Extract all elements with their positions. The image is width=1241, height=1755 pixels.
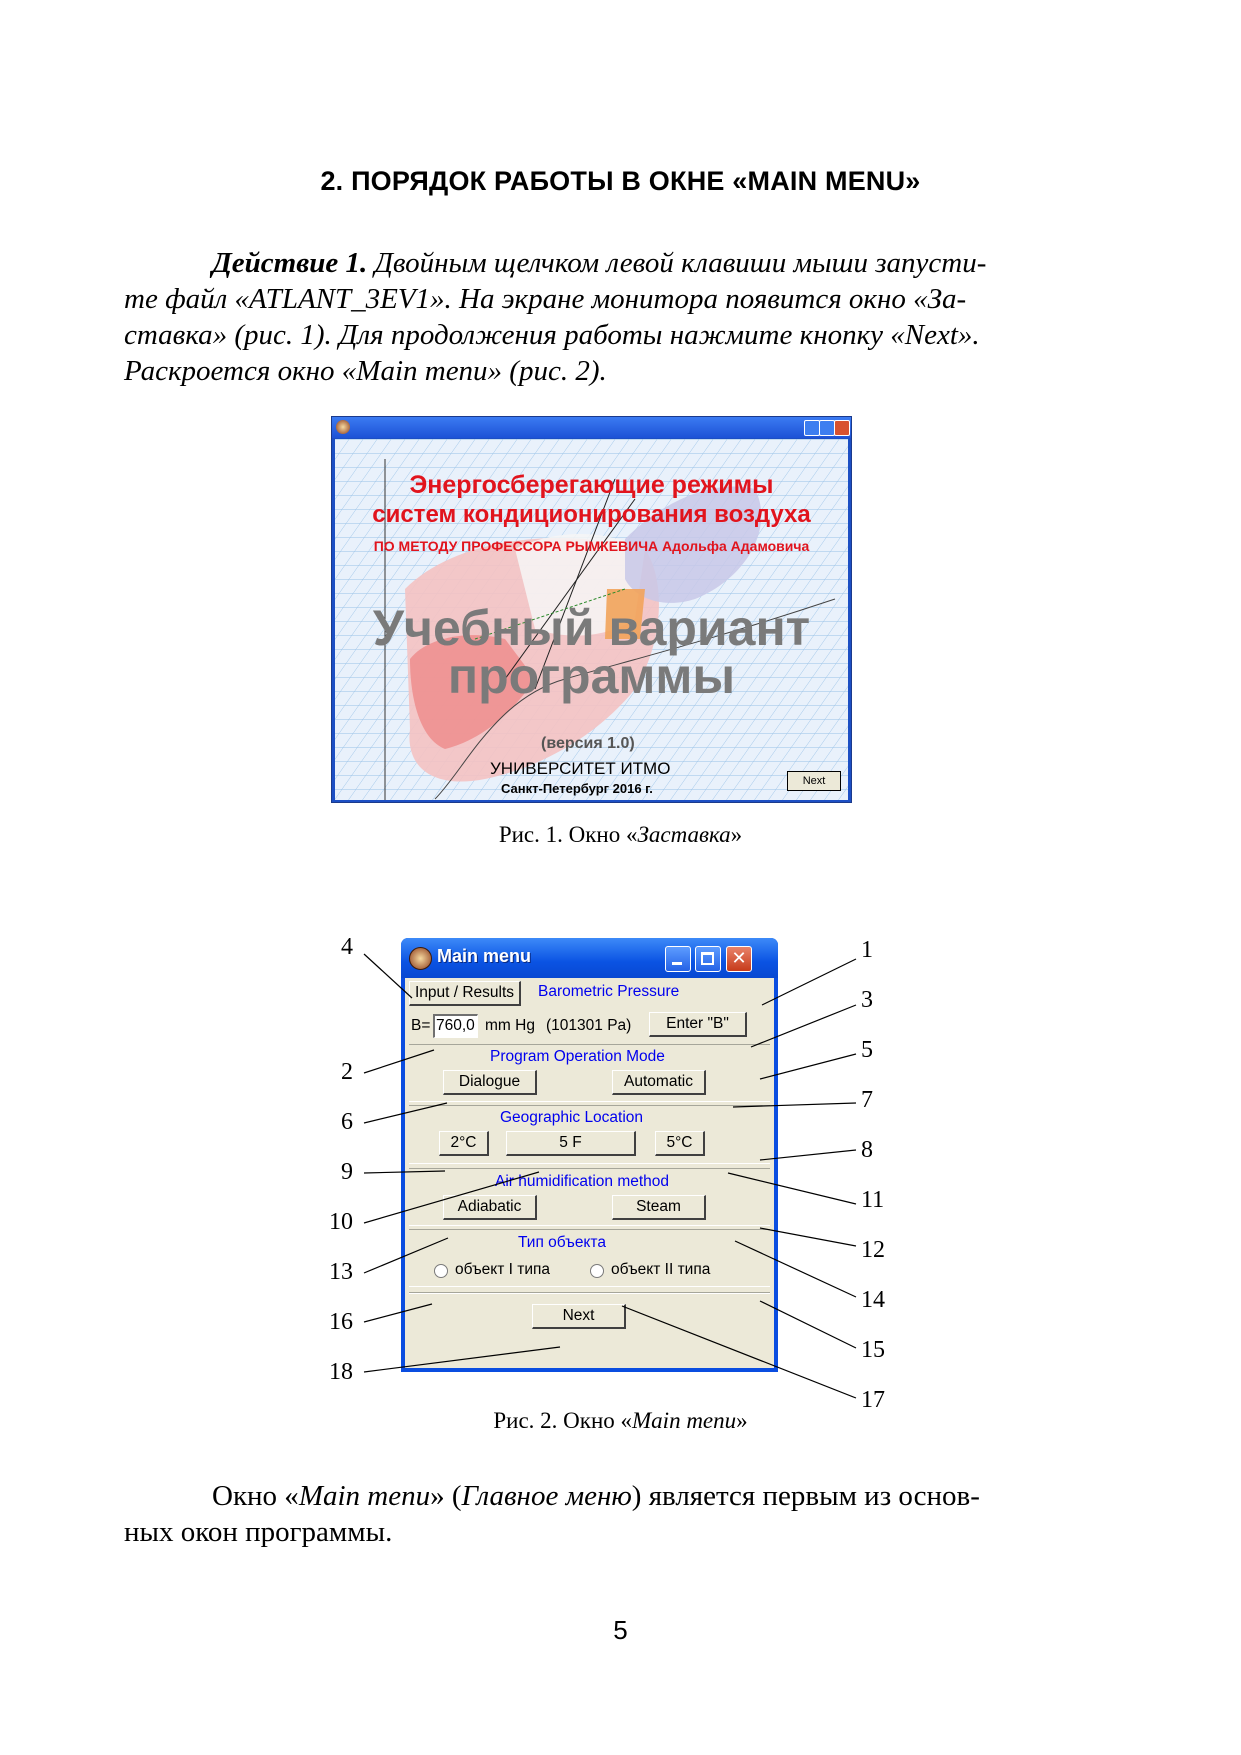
leader-5 <box>760 1054 856 1079</box>
callout-7: 7 <box>861 1087 873 1113</box>
figure2-caption <box>0 1408 1241 1434</box>
window-title: Main menu <box>437 946 532 966</box>
enter-b-button[interactable]: Enter "B" <box>649 1012 747 1037</box>
leader-2 <box>364 1050 434 1073</box>
b-prefix: B= <box>411 1017 431 1034</box>
leader-4 <box>364 954 412 998</box>
leader-9 <box>364 1171 445 1173</box>
leader-18 <box>364 1347 560 1372</box>
leader-14 <box>735 1241 856 1297</box>
callout-6: 6 <box>341 1109 353 1135</box>
callout-18: 18 <box>329 1359 353 1385</box>
automatic-button[interactable]: Automatic <box>612 1070 706 1095</box>
para1-line1: Двойным щелчком левой клавиши мыши запусти- <box>367 247 987 279</box>
splash-university: УНИВЕРСИТЕТ ИТМО <box>490 759 671 778</box>
callout-2: 2 <box>341 1059 353 1085</box>
geographic-location-label: Geographic Location <box>500 1109 644 1126</box>
leader-11 <box>728 1173 856 1204</box>
callout-12: 12 <box>861 1237 885 1263</box>
section-heading: 2. ПОРЯДОК РАБОТЫ В ОКНЕ «MAIN MENU» <box>320 166 921 196</box>
para2-t3: » ( <box>430 1480 462 1512</box>
callout-4: 4 <box>341 934 353 960</box>
splash-city-year: Санкт-Петербург 2016 г. <box>501 781 653 796</box>
leader-15 <box>760 1301 856 1348</box>
close-icon[interactable]: ✕ <box>726 946 752 972</box>
para2-t2: Main menu <box>298 1480 431 1512</box>
leader-3 <box>751 1005 856 1047</box>
callout-9: 9 <box>341 1159 353 1185</box>
object-type-label: Тип объекта <box>518 1234 606 1251</box>
geo-5f-button[interactable]: 5 F <box>506 1131 636 1156</box>
pressure-unit: mm Hg <box>485 1017 535 1034</box>
pressure-input[interactable]: 760,0 <box>433 1014 478 1038</box>
leader-10 <box>364 1172 539 1223</box>
dialogue-button[interactable]: Dialogue <box>443 1070 537 1095</box>
splash-title-line1: Энергосберегающие режимы <box>409 471 774 499</box>
next-button[interactable]: Next <box>532 1304 626 1329</box>
callout-13: 13 <box>329 1259 353 1285</box>
para1-line4: Раскроется окно «Main menu» (рис. 2). <box>124 355 607 387</box>
page-number: 5 <box>613 1615 628 1645</box>
object-type1-label: объект I типа <box>455 1261 551 1278</box>
caption2-prefix: Рис. 2. Окно « <box>493 1408 633 1433</box>
leader-13 <box>364 1238 448 1273</box>
splash-title-line3: ПО МЕТОДУ ПРОФЕССОРА РЫМКЕВИЧА Адольфа Адамовича <box>373 538 810 554</box>
steam-button[interactable]: Steam <box>612 1195 706 1220</box>
callout-5: 5 <box>861 1037 873 1063</box>
leader-17 <box>622 1306 856 1398</box>
caption2-name: Main menu <box>632 1408 737 1433</box>
callout-1: 1 <box>861 937 873 963</box>
callout-17: 17 <box>861 1387 885 1413</box>
para2-t4: Главное меню <box>461 1480 632 1512</box>
main-menu-paragraph <box>124 1478 1064 1550</box>
caption1-prefix: Рис. 1. Окно « <box>498 822 638 847</box>
para1-line2: те файл «ATLANT_3EV1». На экране монитора появится окно «За- <box>124 283 967 315</box>
callout-8: 8 <box>861 1137 873 1163</box>
para2-t6: ных окон программы. <box>124 1516 393 1548</box>
splash-next-button[interactable]: Next <box>787 771 841 791</box>
leader-16 <box>364 1304 432 1322</box>
input-results-button[interactable]: Input / Results <box>409 981 521 1006</box>
para1-line3: ставка» (рис. 1). Для продолжения работы нажмите кнопку «Next». <box>124 319 980 351</box>
splash-version: (версия 1.0) <box>541 735 635 752</box>
callout-16: 16 <box>329 1309 353 1335</box>
geo-5c-button[interactable]: 5°C <box>655 1131 705 1156</box>
callout-11: 11 <box>861 1187 885 1213</box>
callout-3: 3 <box>861 987 873 1013</box>
leader-8 <box>760 1150 856 1160</box>
barometric-pressure-label: Barometric Pressure <box>538 983 680 1000</box>
callout-10: 10 <box>329 1209 353 1235</box>
air-humidification-label: Air humidification method <box>495 1173 670 1190</box>
para2-t1: Окно « <box>212 1480 299 1512</box>
pressure-pa: (101301 Pa) <box>546 1017 632 1034</box>
action-lead: Действие 1. <box>212 247 368 279</box>
leader-12 <box>760 1228 856 1246</box>
splash-watermark-line2: программы <box>447 648 736 704</box>
leader-6 <box>364 1103 447 1123</box>
leader-7 <box>733 1103 856 1107</box>
leader-1 <box>762 959 856 1005</box>
caption1-suffix: » <box>730 822 743 847</box>
caption2-suffix: » <box>736 1408 748 1433</box>
caption1-name: Заставка <box>637 822 731 847</box>
callout-14: 14 <box>861 1287 885 1313</box>
splash-title-line2: систем кондиционирования воздуха <box>372 501 811 528</box>
adiabatic-button[interactable]: Adiabatic <box>443 1195 537 1220</box>
splash-watermark-line1: Учебный вариант <box>372 600 811 656</box>
para2-t5: ) является первым из основ- <box>631 1480 980 1512</box>
callout-15: 15 <box>861 1337 885 1363</box>
geo-2c-button[interactable]: 2°C <box>439 1131 489 1156</box>
object-type2-label: объект II типа <box>611 1261 711 1278</box>
program-mode-label: Program Operation Mode <box>490 1048 665 1065</box>
